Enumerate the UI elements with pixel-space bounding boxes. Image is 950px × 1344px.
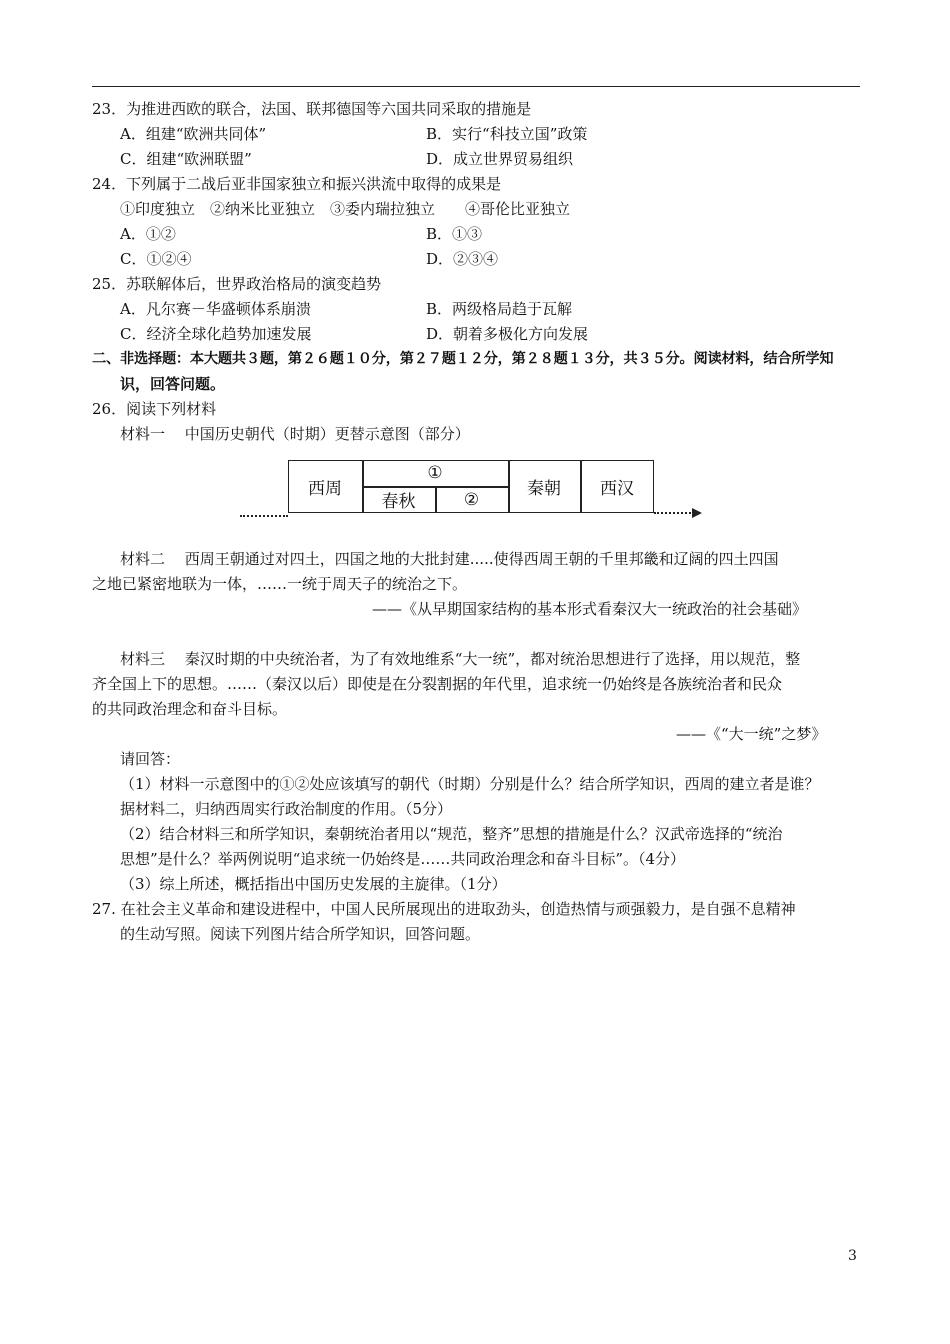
q25-option-b: B．两级格局趋于瓦解 [426, 300, 573, 318]
subquestion-3: （3）综上所述，概括指出中国历史发展的主旋律。（1分） [120, 875, 507, 893]
q23-stem: 23．为推进西欧的联合，法国、联邦德国等六国共同采取的措施是 [92, 100, 532, 118]
q24-option-c: C．①②④ [120, 250, 192, 268]
q26-stem: 26．阅读下列材料 [92, 400, 217, 418]
timeline-chunqiu: 春秋 [381, 492, 416, 512]
subquestion-1: （1）材料一示意图中的①②处应该填写的朝代（时期）分别是什么？结合所学知识，西周的建立者是谁？ [120, 775, 820, 793]
q27-stem: 27. 在社会主义革命和建设进程中，中国人民所展现出的进取劲头，创造热情与顽强毅力，是自强不息精神 [92, 900, 796, 918]
header-rule [92, 86, 860, 87]
material2-line: 之地已紧密地联为一体，……一统于周天子的统治之下。 [92, 575, 468, 593]
material2-source: ——《从早期国家结构的基本形式看秦汉大一统政治的社会基础》 [372, 600, 808, 618]
q25-option-c: C．经济全球化趋势加速发展 [120, 325, 312, 343]
q24-option-b: B．①③ [426, 225, 483, 243]
q23-option-b: B．实行“科技立国”政策 [426, 125, 588, 143]
material3-source: ——《“大一统”之梦》 [676, 725, 827, 743]
page-number: 3 [848, 1248, 857, 1264]
timeline-qin: 秦朝 [527, 479, 561, 499]
q23-option-a: A．组建“欧洲共同体” [120, 125, 267, 143]
timeline-blank-2: ② [463, 489, 480, 510]
timeline-blank-1: ① [427, 463, 443, 483]
timeline-dotted-line [654, 512, 694, 514]
material3-line: 材料三 秦汉时期的中央统治者，为了有效地维系“大一统”，都对统治思想进行了选择，用以规范，整 [120, 650, 801, 668]
material1-title: 材料一 中国历史朝代（时期）更替示意图（部分） [120, 425, 470, 443]
material3-line: 齐全国上下的思想。……（秦汉以后）即使是在分裂割据的年代里，追求统一仍始终是各族统治者和民众 [92, 675, 783, 693]
answer-prompt: 请回答： [120, 750, 181, 768]
arrow-right-icon [692, 508, 702, 518]
section2-heading-cont: 识，回答问题。 [120, 375, 226, 393]
q27-stem-cont: 的生动写照。阅读下列图片结合所学知识，回答问题。 [120, 925, 481, 943]
section2-heading: 二、非选择题：本大题共３题，第２６题１０分，第２７题１２分，第２８题１３分，共３５分。阅读材料，结合所学知 [92, 351, 834, 367]
q25-option-a: A．凡尔赛－华盛顿体系崩溃 [120, 300, 311, 318]
material2-line: 材料二 西周王朝通过对四土，四国之地的大批封建.....使得西周王朝的千里邦畿和辽阔的四土四国 [120, 550, 779, 568]
q24-items: ①印度独立 ②纳米比亚独立 ③委内瑞拉独立 ④哥伦比亚独立 [120, 200, 571, 218]
q24-option-d: D．②③④ [426, 250, 499, 268]
q24-option-a: A．①② [120, 225, 176, 243]
subquestion-1-cont: 据材料二，归纳西周实行政治制度的作用。（5分） [120, 800, 453, 818]
q23-option-c: C．组建“欧洲联盟” [120, 150, 252, 168]
timeline-dotted-line [240, 515, 288, 517]
material3-line: 的共同政治理念和奋斗目标。 [92, 700, 288, 718]
q24-stem: 24．下列属于二战后亚非国家独立和振兴洪流中取得的成果是 [92, 175, 502, 193]
subquestion-2-cont: 思想”是什么？举两例说明“追求统一仍始终是……共同政治理念和奋斗目标”。（4分） [120, 850, 686, 868]
q25-option-d: D．朝着多极化方向发展 [426, 325, 589, 343]
timeline-xihan: 西汉 [600, 479, 634, 499]
subquestion-2: （2）结合材料三和所学知识，秦朝统治者用以“规范，整齐”思想的措施是什么？汉武帝选择的“统治 [120, 825, 783, 843]
q23-option-d: D．成立世界贸易组织 [426, 150, 574, 168]
timeline-xizhou: 西周 [308, 479, 342, 499]
q25-stem: 25．苏联解体后，世界政治格局的演变趋势 [92, 275, 382, 293]
